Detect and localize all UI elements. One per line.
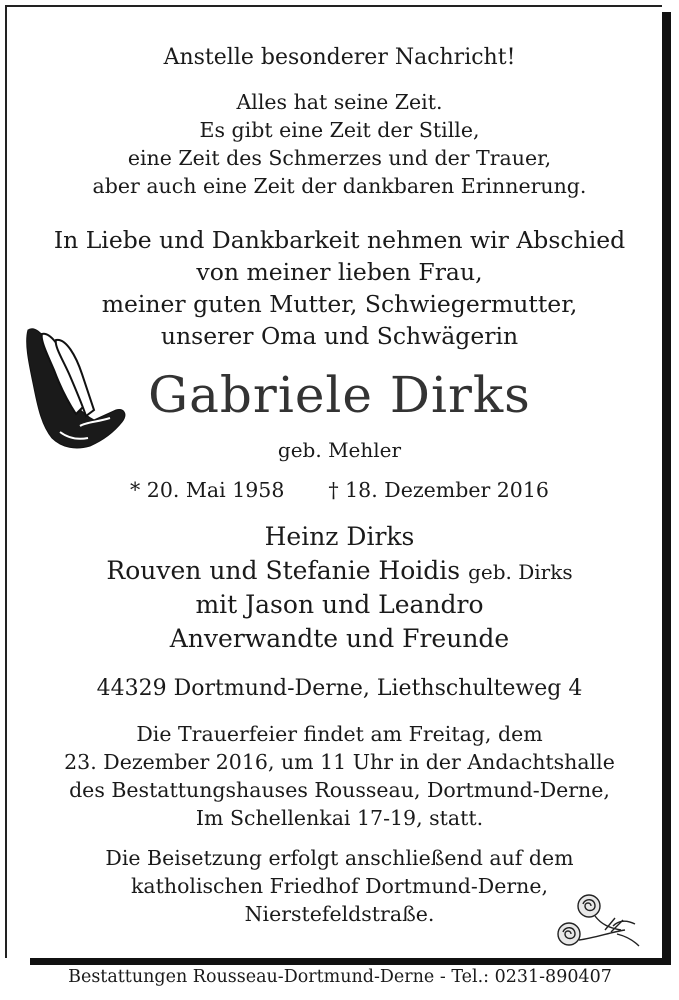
intro-line: In Liebe und Dankbarkeit nehmen wir Abschied (53, 226, 626, 254)
intro-line: meiner guten Mutter, Schwiegermutter, (101, 290, 578, 318)
ceremony-line: Im Schellenkai 17-19, statt. (195, 806, 484, 830)
burial-line: katholischen Friedhof Dortmund-Derne, (130, 874, 548, 898)
mourner-maiden: geb. Dirks (468, 560, 573, 584)
poem-line: aber auch eine Zeit der dankbaren Erinnerung. (92, 174, 587, 198)
intro-line: von meiner lieben Frau, (196, 258, 483, 286)
mourner-line: Anverwandte und Freunde (169, 624, 510, 653)
ceremony-line: des Bestattungshauses Rousseau, Dortmund-Derne, (69, 778, 610, 802)
ceremony-line: Die Trauerfeier findet am Freitag, dem (136, 722, 543, 746)
mourner-line: mit Jason und Leandro (195, 590, 484, 619)
mourner-line: Heinz Dirks (264, 522, 415, 551)
death-date: † 18. Dezember 2016 (328, 478, 549, 502)
frame-shadow-bottom (30, 958, 671, 965)
mourner-line (0, 556, 679, 585)
burial-line: Nierstefeldstraße. (244, 902, 435, 926)
poem-line: eine Zeit des Schmerzes und der Trauer, (127, 146, 552, 170)
life-dates (0, 478, 679, 502)
poem-line: Es gibt eine Zeit der Stille, (199, 118, 480, 142)
ceremony-line: 23. Dezember 2016, um 11 Uhr in der Andachtshalle (64, 750, 615, 774)
address: 44329 Dortmund-Derne, Liethschulteweg 4 (96, 676, 583, 701)
poem-line: Alles hat seine Zeit. (236, 90, 443, 114)
footer-undertaker: Bestattungen Rousseau-Dortmund-Derne - Tel.: 0231-890407 (68, 967, 612, 987)
header-text: Anstelle besonderer Nachricht! (163, 45, 516, 70)
birth-date: * 20. Mai 1958 (130, 478, 285, 502)
mourner-names: Rouven und Stefanie Hoidis (106, 556, 461, 585)
roses-icon (555, 890, 645, 952)
maiden-name: geb. Mehler (277, 438, 402, 462)
intro-line: unserer Oma und Schwägerin (160, 322, 519, 350)
burial-line: Die Beisetzung erfolgt anschließend auf dem (105, 846, 574, 870)
deceased-name: Gabriele Dirks (148, 366, 531, 424)
